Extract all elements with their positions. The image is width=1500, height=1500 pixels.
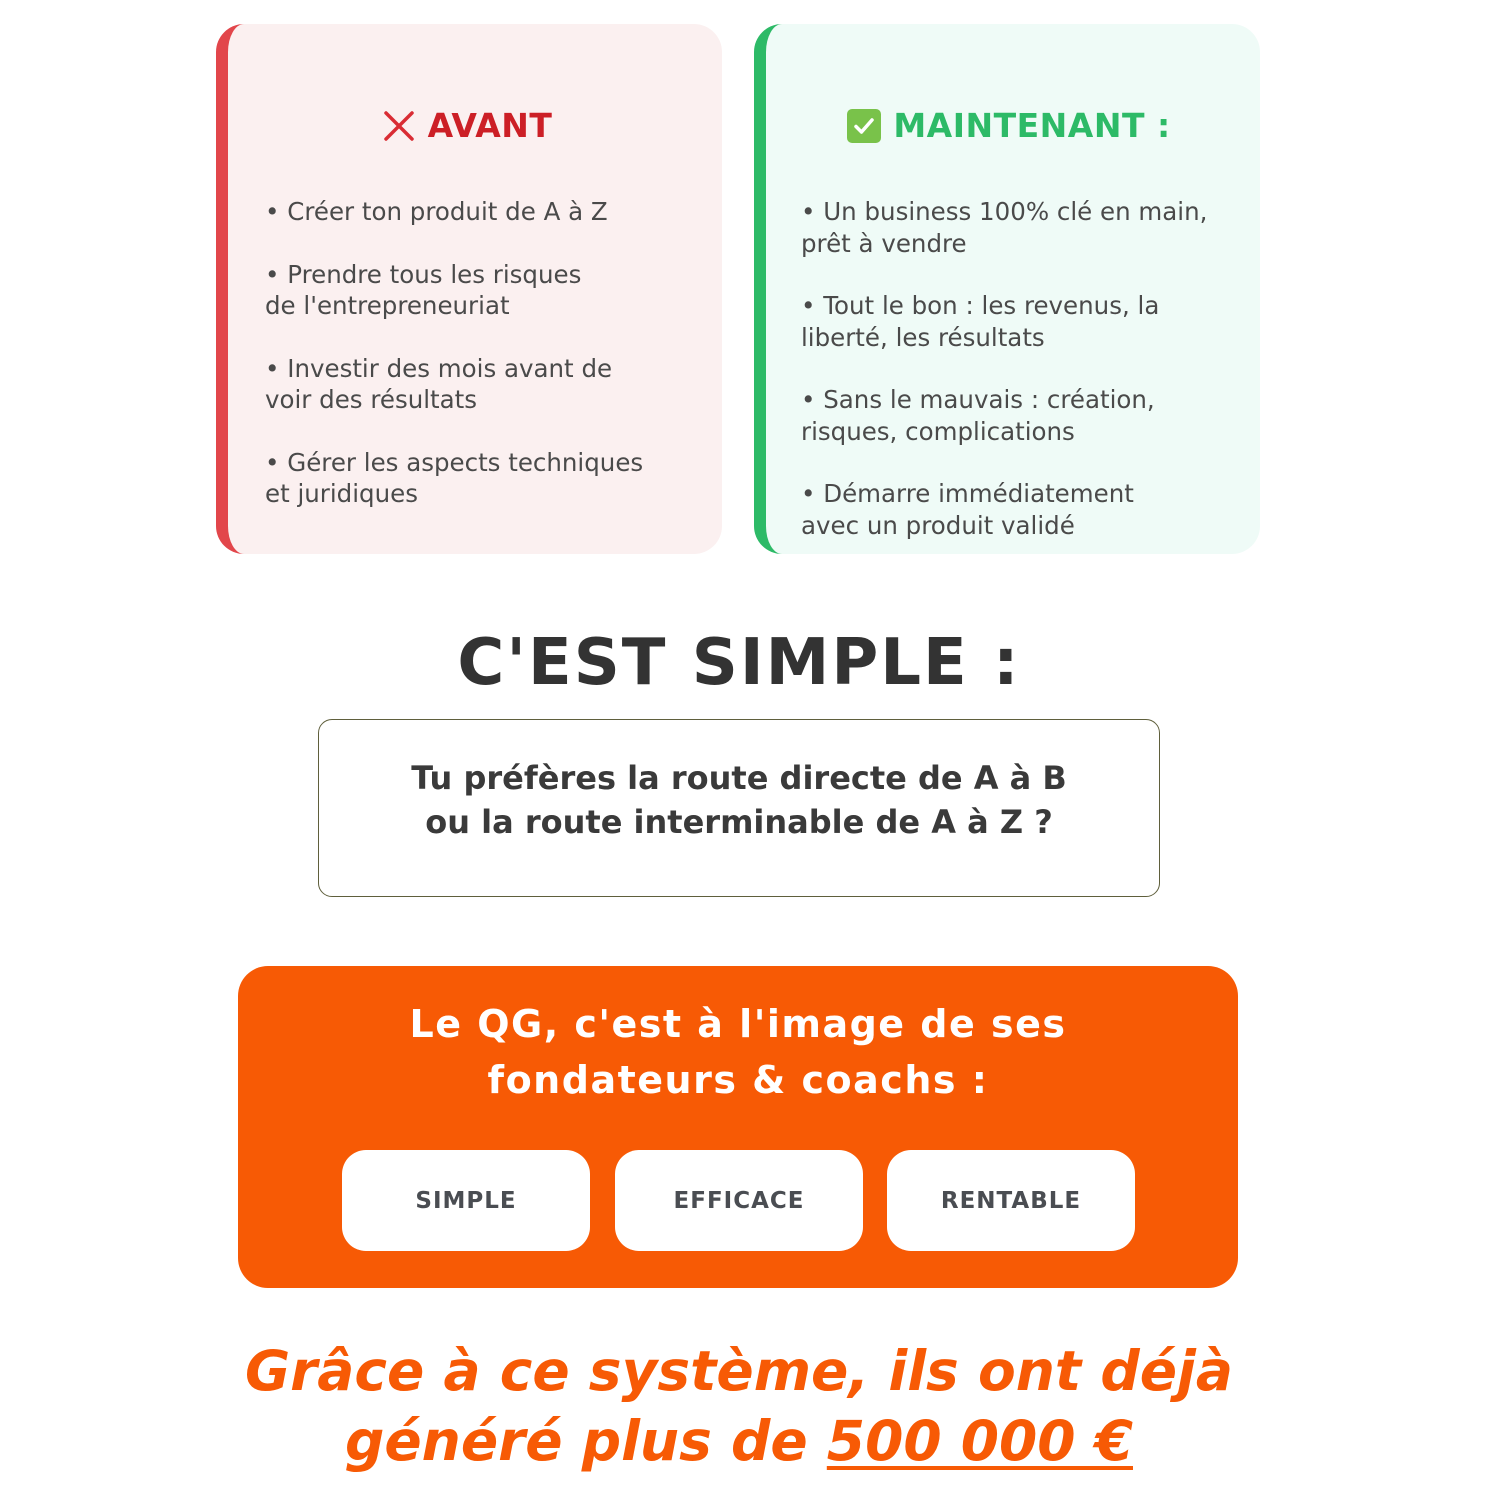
- after-list-item: • Tout le bon : les revenus, la liberté, les résultats: [801, 291, 1160, 352]
- cross-icon: [382, 109, 416, 143]
- claim-line-2: [0, 1406, 1478, 1476]
- before-list-item: • Investir des mois avant de voir des résultats: [265, 353, 613, 414]
- claim-amount: 500 000 €: [826, 1409, 1133, 1473]
- qg-panel: [238, 966, 1238, 1288]
- after-card-list: [801, 196, 1251, 572]
- before-list-item: • Prendre tous les risques de l'entrepreneuriat: [265, 259, 582, 320]
- check-icon: [847, 109, 881, 143]
- revenue-claim: [0, 1336, 1478, 1476]
- pill-efficace: EFFICACE: [615, 1150, 863, 1251]
- qg-panel-heading: Le QG, c'est à l'image de ses fondateurs & coachs :: [409, 1002, 1067, 1102]
- simple-heading: C'EST SIMPLE :: [457, 626, 1021, 700]
- question-box: [318, 719, 1160, 897]
- claim-line-1: Grâce à ce système, ils ont déjà: [245, 1339, 1233, 1403]
- before-card-title-text: AVANT: [427, 106, 553, 145]
- before-card: [216, 24, 722, 554]
- claim-line-2-prefix: généré plus de: [345, 1409, 827, 1473]
- question-text: Tu préfères la route directe de A à B ou la route interminable de A à Z ?: [411, 759, 1067, 841]
- after-card: [754, 24, 1260, 554]
- after-list-item: • Sans le mauvais : création, risques, complications: [801, 385, 1155, 446]
- before-card-title: [228, 106, 722, 145]
- after-card-title-text: MAINTENANT :: [893, 106, 1171, 145]
- before-card-list: [265, 196, 705, 541]
- pill-simple: SIMPLE: [342, 1150, 590, 1251]
- after-card-title: [766, 106, 1260, 145]
- pill-rentable: RENTABLE: [887, 1150, 1135, 1251]
- after-list-item: • Démarre immédiatement avec un produit validé: [801, 479, 1134, 540]
- after-list-item: • Un business 100% clé en main, prêt à vendre: [801, 197, 1208, 258]
- before-list-item: • Gérer les aspects techniques et juridiques: [265, 447, 644, 508]
- before-list-item: • Créer ton produit de A à Z: [265, 197, 608, 226]
